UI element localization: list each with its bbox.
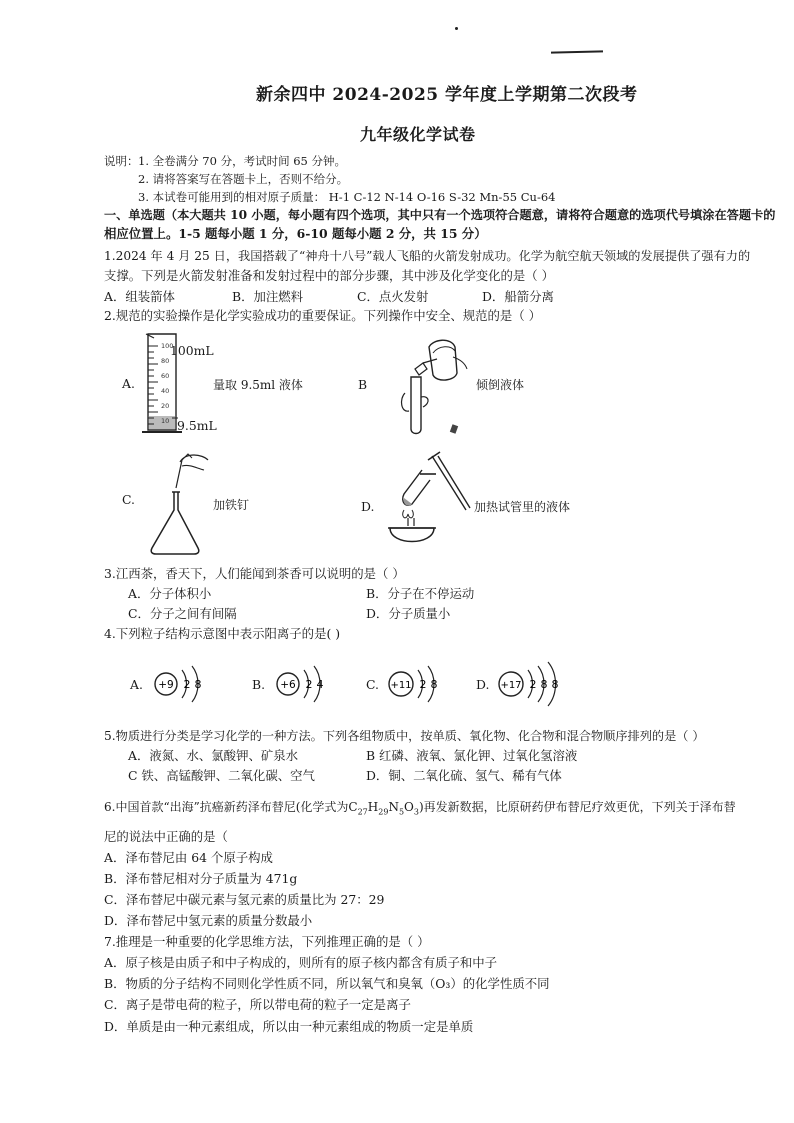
q5-option-a: A．液氮、水、氯酸钾、矿泉水 xyxy=(128,748,299,763)
q3-stem: 3.江西茶，香天下，人们能闻到茶香可以说明的是（ ） xyxy=(104,566,405,581)
exam-title: 新余四中 2024-2025 学年度上学期第二次段考 xyxy=(256,85,638,105)
q7-stem: 7.推理是一种重要的化学思维方法，下列推理正确的是（ ） xyxy=(104,934,430,949)
atom-c-diagram xyxy=(386,660,448,708)
q6-option-b: B．泽布替尼相对分子质量为 471g xyxy=(104,871,298,886)
atom-d-diagram xyxy=(496,660,572,708)
tick-label: 80 xyxy=(161,357,170,365)
heating-test-tube-figure xyxy=(380,450,474,560)
q4-stem: 4.下列粒子结构示意图中表示阳离子的是( ) xyxy=(104,626,341,641)
instructions-label: 说明： xyxy=(104,154,139,168)
tick-label: 20 xyxy=(161,402,170,410)
tick-label: 60 xyxy=(161,372,170,380)
q5-option-c: C 铁、高锰酸钾、二氧化碳、空气 xyxy=(128,768,315,783)
atom-c-shell-2: 8 xyxy=(430,678,438,691)
atom-d-shell-1: 2 xyxy=(529,678,537,691)
formula xyxy=(348,800,419,817)
atom-b-shell-2: 4 xyxy=(316,678,324,691)
q2-c-text: 加铁钉 xyxy=(213,498,250,512)
formula-n: N xyxy=(388,800,399,814)
q7-option-c: C．离子是带电荷的粒子，所以带电荷的粒子一定是离子 xyxy=(104,997,411,1012)
section1-heading-line1: 一、单选题（本大题共 10 小题，每小题有四个选项，其中只有一个选项符合题意，请将符合题意的选项代号填涂在答题卡的 xyxy=(104,208,776,222)
atom-c-shell-1: 2 xyxy=(419,678,427,691)
atom-b-shell-1: 2 xyxy=(305,678,313,691)
q7-option-b: B．物质的分子结构不同则化学性质不同，所以氧气和臭氧（O₃）的化学性质不同 xyxy=(104,976,550,991)
cylinder-top-label: 100mL xyxy=(170,343,214,358)
q1-option-d: D．船箭分离 xyxy=(482,289,554,304)
tick-label: 100 xyxy=(161,342,174,350)
tick-label: 40 xyxy=(161,387,170,395)
q6-option-a: A．泽布替尼由 64 个原子构成 xyxy=(104,850,273,865)
formula-h-sub: 29 xyxy=(378,807,389,817)
q5-option-d: D．铜、二氧化硫、氢气、稀有气体 xyxy=(366,768,562,783)
formula-c: C xyxy=(348,800,358,814)
formula-n-sub: 5 xyxy=(398,807,405,817)
q2-b-text: 倾倒液体 xyxy=(476,378,525,392)
q3-option-c: C．分子之间有间隔 xyxy=(128,606,237,621)
atom-a-nucleus: +9 xyxy=(158,679,174,691)
instruction-2: 2. 请将答案写在答题卡上，否则不给分。 xyxy=(138,172,349,186)
atom-b-diagram xyxy=(274,660,334,708)
formula-o: O xyxy=(404,800,414,814)
q2-d-text: 加热试管里的液体 xyxy=(474,500,571,514)
q1-option-a: A．组装箭体 xyxy=(104,289,175,304)
instruction-1: 1. 全卷满分 70 分，考试时间 65 分钟。 xyxy=(138,154,347,168)
tick-label: 10 xyxy=(161,417,170,425)
formula-o-sub: 3 xyxy=(413,807,419,817)
q1-option-b: B．加注燃料 xyxy=(232,289,304,304)
q6-stem-pre: 6.中国首款“出海”抗癌新药泽布替尼(化学式为 xyxy=(104,800,349,814)
formula-h: H xyxy=(367,800,379,814)
pouring-liquid-figure xyxy=(393,333,473,441)
q5-stem: 5.物质进行分类是学习化学的一种方法。下列各组物质中，按单质、氧化物、化合物和混合物顺序排列的是（ ） xyxy=(104,729,705,743)
q2-a-text: 量取 9.5ml 液体 xyxy=(213,378,303,392)
adding-iron-nail-figure xyxy=(146,448,216,558)
q7-option-d: D．单质是由一种元素组成，所以由一种元素组成的物质一定是单质 xyxy=(104,1019,474,1034)
q2-a-letter: A. xyxy=(122,376,135,391)
atom-b-nucleus: +6 xyxy=(280,679,296,691)
q6-option-d: D．泽布替尼中氢元素的质量分数最小 xyxy=(104,913,313,928)
atom-c-letter: C. xyxy=(366,677,379,692)
atom-c-nucleus: +11 xyxy=(390,680,412,691)
q2-d-letter: D. xyxy=(361,499,375,514)
q3-option-a: A．分子体积小 xyxy=(128,586,212,601)
q2-b-letter: B xyxy=(358,377,368,392)
atom-d-nucleus: +17 xyxy=(500,680,522,691)
exam-subtitle: 九年级化学试卷 xyxy=(360,125,476,144)
scan-dot xyxy=(455,27,458,30)
q6-option-c: C．泽布替尼中碳元素与氢元素的质量比为 27：29 xyxy=(104,892,385,907)
atom-d-shell-3: 8 xyxy=(551,678,559,691)
formula-c-sub: 27 xyxy=(357,807,368,817)
instruction-3: 3. 本试卷可能用到的相对原子质量： H-1 C-12 N-14 O-16 S-32 Mn-55 Cu-64 xyxy=(138,190,556,204)
q3-option-b: B．分子在不停运动 xyxy=(366,586,475,601)
cylinder-bottom-label: 9.5mL xyxy=(177,418,217,433)
atom-b-letter: B. xyxy=(252,677,266,692)
atom-d-shell-2: 8 xyxy=(540,678,548,691)
atom-a-diagram xyxy=(152,660,212,708)
scan-stroke xyxy=(551,50,603,53)
q6-stem-line1 xyxy=(104,799,736,820)
q6-stem-line2: 尼的说法中正确的是（ xyxy=(104,829,228,844)
q5-option-b: B 红磷、液氧、氯化钾、过氧化氢溶液 xyxy=(366,748,578,763)
section1-heading-line2: 相应位置上。1-5 题每小题 1 分，6-10 题每小题 2 分，共 15 分） xyxy=(104,226,487,241)
q1-option-c: C．点火发射 xyxy=(357,289,429,304)
q6-stem-post: )再发新数据，比原研药伊布替尼疗效更优，下列关于泽布替 xyxy=(418,800,736,814)
atom-a-letter: A. xyxy=(130,677,143,692)
q2-c-letter: C. xyxy=(122,492,135,507)
q1-stem-line2: 支撑。下列是火箭发射准备和发射过程中的部分步骤，其中涉及化学变化的是（ ） xyxy=(104,268,555,283)
q7-option-a: A．原子核是由质子和中子构成的，则所有的原子核内都含有质子和中子 xyxy=(104,955,498,970)
q1-stem-line1: 1.2024 年 4 月 25 日，我国搭载了“神舟十八号”载人飞船的火箭发射成功。化学为航空航天领域的发展提供了强有力的 xyxy=(104,249,751,263)
atom-a-shell-2: 8 xyxy=(194,678,202,691)
q3-option-d: D．分子质量小 xyxy=(366,606,451,621)
atom-d-letter: D. xyxy=(476,677,490,692)
atom-a-shell-1: 2 xyxy=(183,678,191,691)
q2-stem: 2.规范的实验操作是化学实验成功的重要保证。下列操作中安全、规范的是（ ） xyxy=(104,308,542,323)
